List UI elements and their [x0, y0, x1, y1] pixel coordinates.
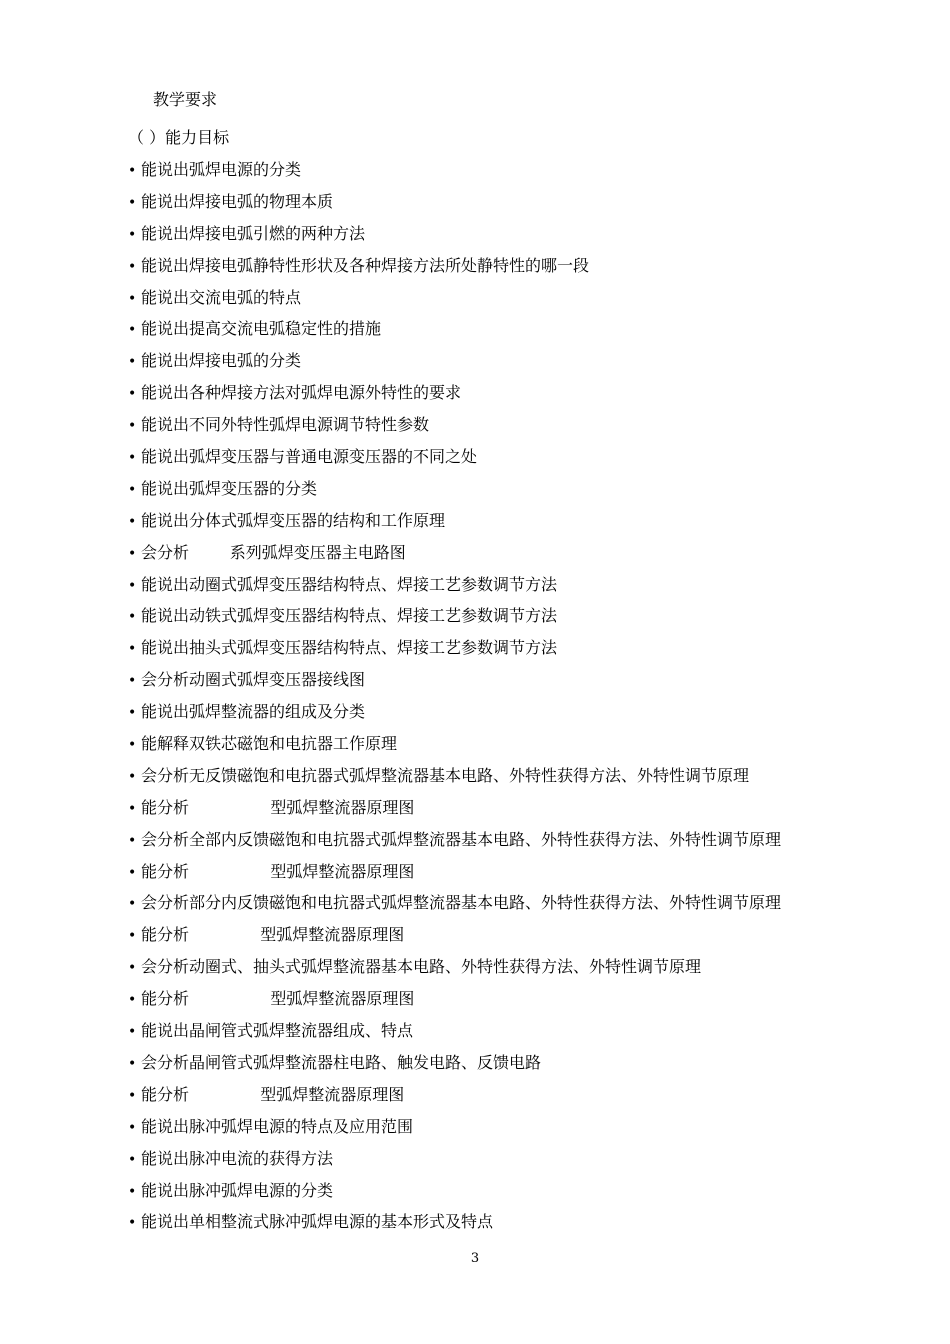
list-item-text: 能说出分体式弧焊变压器的结构和工作原理 [141, 510, 446, 530]
list-item [128, 924, 781, 956]
section-heading: 教学要求 [153, 90, 218, 109]
list-item [128, 829, 781, 861]
bullet-icon: • [128, 1183, 137, 1200]
list-item-text: 能说出弧焊变压器与普通电源变压器的不同之处 [141, 447, 478, 467]
list-item [128, 765, 781, 797]
list-item-text: 会分析全部内反馈磁饱和电抗器式弧焊整流器基本电路、外特性获得方法、外特性调节原理 [141, 829, 782, 849]
bullet-icon: • [128, 960, 137, 977]
list-item [128, 701, 781, 733]
list-item [128, 542, 781, 574]
page-number: 3 [470, 1251, 480, 1266]
list-item [128, 159, 781, 191]
list-item-text: 能说出焊接电弧静特性形状及各种焊接方法所处静特性的哪一段 [141, 255, 590, 275]
list-item-text: 能分析 型弧焊整流器原理图 [141, 797, 415, 817]
list-item [128, 1148, 781, 1180]
list-item [128, 892, 781, 924]
bullet-icon: • [128, 928, 137, 945]
list-item [128, 861, 781, 893]
list-item [128, 446, 781, 478]
list-item-text: 能分析 型弧焊整流器原理图 [141, 861, 415, 881]
list-item [128, 797, 781, 829]
list-item-text: 能分析 型弧焊整流器原理图 [141, 1084, 405, 1104]
list-item [128, 287, 781, 319]
list-item-text: 能说出弧焊整流器的组成及分类 [141, 702, 366, 722]
bullet-icon: • [128, 1024, 137, 1041]
list-item-text: 会分析动圈式弧焊变压器接线图 [141, 670, 366, 690]
list-item-text: 会分析晶闸管式弧焊整流器柱电路、触发电路、反馈电路 [141, 1052, 542, 1072]
bullet-icon: • [128, 992, 137, 1009]
list-item-text: 能说出焊接电弧的分类 [141, 351, 302, 371]
list-item [128, 255, 781, 287]
subsection-heading: （ ）能力目标 [128, 128, 230, 147]
list-item-text: 能说出脉冲弧焊电源的特点及应用范围 [141, 1116, 414, 1136]
bullet-icon: • [128, 481, 137, 498]
bullet-icon: • [128, 258, 137, 275]
bullet-icon: • [128, 354, 137, 371]
bullet-icon: • [128, 609, 137, 626]
list-item [128, 956, 781, 988]
bullet-icon: • [128, 577, 137, 594]
bullet-icon: • [128, 832, 137, 849]
bullet-icon: • [128, 194, 137, 211]
list-item [128, 382, 781, 414]
requirements-list [128, 159, 781, 1243]
list-item-text: 能解释双铁芯磁饱和电抗器工作原理 [141, 734, 398, 754]
list-item [128, 637, 781, 669]
bullet-icon: • [128, 1215, 137, 1232]
list-item [128, 223, 781, 255]
list-item [128, 1052, 781, 1084]
list-item [128, 510, 781, 542]
bullet-icon: • [128, 290, 137, 307]
list-item-text: 能说出交流电弧的特点 [141, 287, 302, 307]
list-item [128, 478, 781, 510]
bullet-icon: • [128, 322, 137, 339]
bullet-icon: • [128, 1119, 137, 1136]
list-item-text: 能说出弧焊电源的分类 [141, 160, 302, 179]
bullet-icon: • [128, 545, 137, 562]
list-item-text: 会分析动圈式、抽头式弧焊整流器基本电路、外特性获得方法、外特性调节原理 [141, 957, 702, 977]
list-item [128, 1116, 781, 1148]
list-item-text: 会分析无反馈磁饱和电抗器式弧焊整流器基本电路、外特性获得方法、外特性调节原理 [141, 765, 750, 785]
bullet-icon: • [128, 418, 137, 435]
bullet-icon: • [128, 1055, 137, 1072]
list-item [128, 669, 781, 701]
list-item-text: 能分析 型弧焊整流器原理图 [141, 925, 405, 945]
list-item [128, 191, 781, 223]
list-item-text: 能说出焊接电弧引燃的两种方法 [141, 223, 366, 243]
list-item [128, 1084, 781, 1116]
list-item [128, 988, 781, 1020]
bullet-icon: • [128, 705, 137, 722]
bullet-icon: • [128, 450, 137, 467]
list-item-text: 能分析 型弧焊整流器原理图 [141, 989, 415, 1009]
list-item-text: 能说出各种焊接方法对弧焊电源外特性的要求 [141, 383, 462, 403]
bullet-icon: • [128, 226, 137, 243]
bullet-icon: • [128, 800, 137, 817]
list-item [128, 318, 781, 350]
list-item [128, 414, 781, 446]
list-item-text: 能说出单相整流式脉冲弧焊电源的基本形式及特点 [141, 1212, 494, 1232]
list-item-text: 能说出抽头式弧焊变压器结构特点、焊接工艺参数调节方法 [141, 638, 558, 658]
list-item [128, 733, 781, 765]
bullet-icon: • [128, 1087, 137, 1104]
list-item-text: 会分析部分内反馈磁饱和电抗器式弧焊整流器基本电路、外特性获得方法、外特性调节原理 [141, 893, 782, 913]
list-item [128, 350, 781, 382]
list-item [128, 1211, 781, 1243]
bullet-icon: • [128, 737, 137, 754]
list-item-text: 能说出晶闸管式弧焊整流器组成、特点 [141, 1021, 414, 1041]
bullet-icon: • [128, 163, 137, 179]
bullet-icon: • [128, 673, 137, 690]
bullet-icon: • [128, 1151, 137, 1168]
list-item-text: 能说出焊接电弧的物理本质 [141, 191, 334, 211]
list-item-text: 能说出弧焊变压器的分类 [141, 478, 318, 498]
list-item [128, 1180, 781, 1212]
list-item [128, 605, 781, 637]
list-item [128, 574, 781, 606]
list-item-text: 能说出不同外特性弧焊电源调节特性参数 [141, 415, 430, 435]
list-item [128, 1020, 781, 1052]
bullet-icon: • [128, 641, 137, 658]
bullet-icon: • [128, 513, 137, 530]
list-item-text: 会分析 系列弧焊变压器主电路图 [141, 542, 406, 562]
list-item-text: 能说出脉冲弧焊电源的分类 [141, 1180, 334, 1200]
list-item-text: 能说出提高交流电弧稳定性的措施 [141, 319, 382, 339]
list-item-text: 能说出动圈式弧焊变压器结构特点、焊接工艺参数调节方法 [141, 574, 558, 594]
list-item-text: 能说出脉冲电流的获得方法 [141, 1148, 334, 1168]
bullet-icon: • [128, 768, 137, 785]
bullet-icon: • [128, 864, 137, 881]
bullet-icon: • [128, 896, 137, 913]
list-item-text: 能说出动铁式弧焊变压器结构特点、焊接工艺参数调节方法 [141, 606, 558, 626]
bullet-icon: • [128, 386, 137, 403]
